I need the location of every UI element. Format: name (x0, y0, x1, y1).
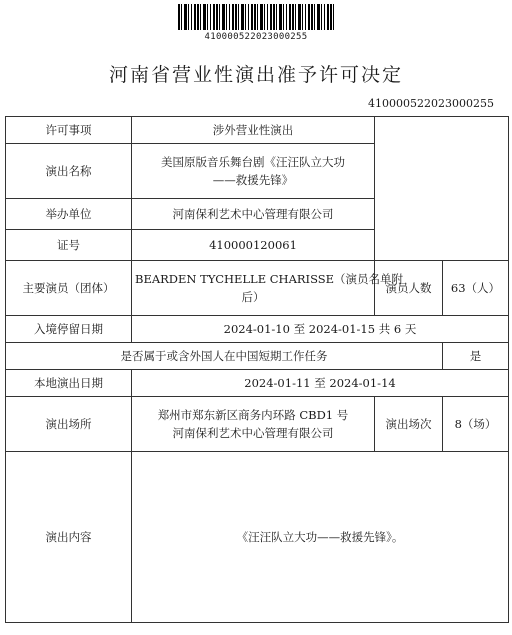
value-content: 《汪汪队立大功——救援先锋》。 (132, 452, 509, 623)
barcode-number: 410000522023000255 (204, 32, 308, 42)
value-venue (132, 397, 375, 452)
label-performers: 主要演员（团体） (6, 261, 132, 316)
show-name-line2: ——救援先锋》 (212, 173, 294, 187)
document-number: 410000522023000255 (368, 97, 494, 110)
blank-cell (375, 117, 509, 261)
label-foreign-work: 是否属于或含外国人在中国短期工作任务 (6, 343, 443, 370)
label-local-dates: 本地演出日期 (6, 370, 132, 397)
barcode (0, 4, 512, 42)
row-local-dates (6, 370, 509, 397)
performers-line2: 后） (241, 290, 265, 304)
venue-line2: 河南保利艺术中心管理有限公司 (172, 426, 334, 440)
label-organizer: 举办单位 (6, 199, 132, 230)
label-license-no: 证号 (6, 230, 132, 261)
value-sessions: 8（场） (443, 397, 509, 452)
label-permit-item: 许可事项 (6, 117, 132, 144)
value-permit-item: 涉外营业性演出 (132, 117, 375, 144)
label-sessions: 演出场次 (375, 397, 443, 452)
label-stay-period: 入境停留日期 (6, 316, 132, 343)
row-content (6, 452, 509, 623)
venue-line1: 郑州市郑东新区商务内环路 CBD1 号 (157, 408, 349, 422)
value-performers (132, 261, 404, 316)
row-foreign-work (6, 343, 509, 370)
value-organizer: 河南保利艺术中心管理有限公司 (132, 199, 375, 230)
value-local-dates: 2024-01-11 至 2024-01-14 (132, 370, 509, 397)
value-foreign-work: 是 (443, 343, 509, 370)
row-venue (6, 397, 509, 452)
value-show-name (132, 144, 375, 199)
label-content: 演出内容 (6, 452, 132, 623)
label-show-name: 演出名称 (6, 144, 132, 199)
performers-line1: BEARDEN TYCHELLE CHARISSE（演员名单附 (135, 272, 404, 286)
barcode-image (178, 4, 334, 30)
label-performer-count: 演员人数 (375, 261, 443, 316)
value-stay-period: 2024-01-10 至 2024-01-15 共 6 天 (132, 316, 509, 343)
label-venue: 演出场所 (6, 397, 132, 452)
value-performer-count: 63（人） (443, 261, 509, 316)
value-license-no: 410000120061 (132, 230, 375, 261)
document-title: 河南省营业性演出准予许可决定 (108, 64, 403, 86)
row-performers (6, 261, 509, 316)
show-name-line1: 美国原版音乐舞台剧《汪汪队立大功 (161, 155, 345, 169)
row-stay-period (6, 316, 509, 343)
row-permit-item (6, 117, 509, 144)
permit-table (5, 116, 509, 623)
